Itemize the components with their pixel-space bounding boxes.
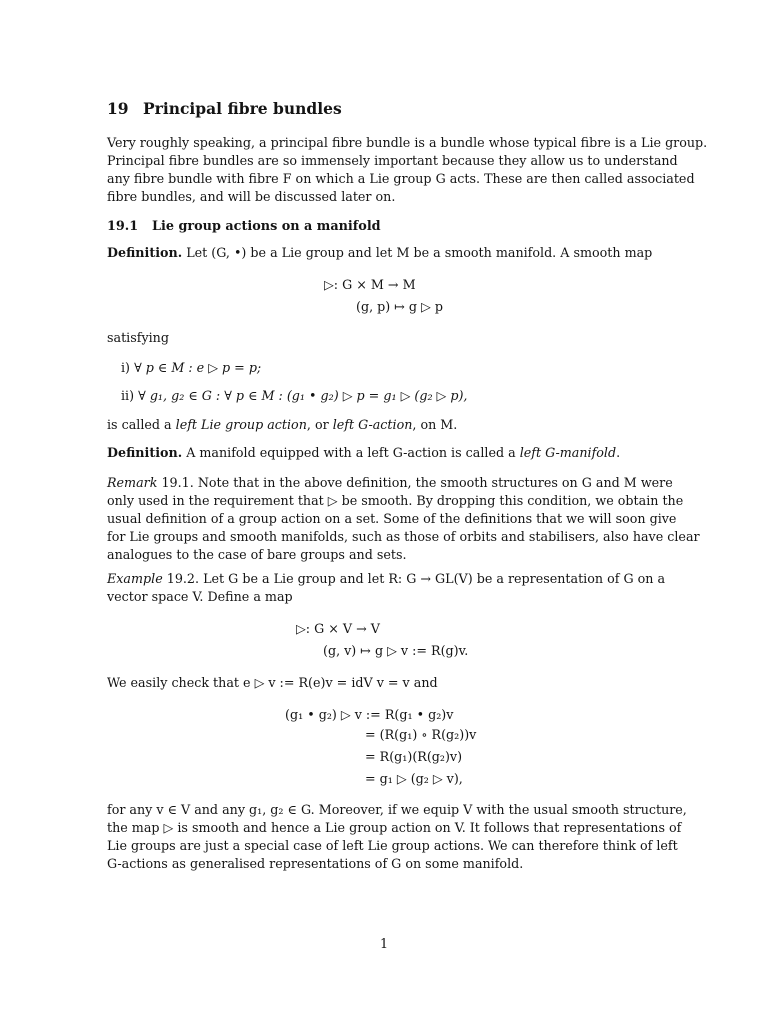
intro-paragraph	[107, 134, 708, 206]
intro-line: any fibre bundle with fibre F on which a Lie group G acts. These are then called associated	[107, 171, 695, 186]
section-heading	[107, 99, 342, 119]
intro-line: Very roughly speaking, a principal fibre bundle is a bundle whose typical fibre is a Lie group.	[107, 135, 708, 150]
section-number: 19	[107, 99, 129, 118]
remark-line: for Lie groups and smooth manifolds, such as those of orbits and stabilisers, also have clear	[107, 529, 700, 544]
derivation-line: = R(g₁)(R(g₂)v)	[365, 749, 463, 764]
page-number: 1	[379, 936, 389, 951]
example-label: Example	[107, 571, 163, 586]
subsection-number: 19.1	[107, 219, 139, 234]
condition-item	[121, 359, 261, 377]
condition-label: ii)	[121, 388, 135, 403]
conclusion-line: the map ▷ is smooth and hence a Lie group action on V. It follows that representations of	[107, 820, 682, 835]
definition-end: .	[616, 445, 621, 460]
subsection-heading	[107, 218, 381, 236]
remark-line: only used in the requirement that ▷ be smooth. By dropping this condition, we obtain the	[107, 493, 684, 508]
example-text: Let G be a Lie group and let R: G → GL(V) be a representation of G on a	[203, 571, 666, 586]
definition-1	[107, 244, 652, 262]
definition-text: A manifold equipped with a left G-action is called a	[186, 445, 520, 460]
definition-label: Definition.	[107, 245, 183, 260]
term-left-g-action: left G-action	[332, 417, 413, 432]
remark-number: 19.1.	[161, 475, 194, 490]
section-title: Principal fibre bundles	[143, 99, 342, 118]
intro-line: fibre bundles, and will be discussed later on.	[107, 189, 396, 204]
called-pre: is called a	[107, 417, 176, 432]
derivation-line: = (R(g₁) ∘ R(g₂))v	[365, 727, 477, 742]
map-signature: ▷: G × M → M	[324, 277, 416, 292]
map-rule-2: (g, v) ↦ g ▷ v := R(g)v.	[323, 643, 469, 658]
remark-line	[107, 474, 673, 492]
conclusion-paragraph	[107, 801, 687, 873]
definition-text: Let (G, •) be a Lie group and let M be a smooth manifold. A smooth map	[186, 245, 653, 260]
remark-text: Note that in the above definition, the smooth structures on G and M were	[197, 475, 673, 490]
called-post: , on M.	[412, 417, 458, 432]
intro-line: Principal fibre bundles are so immensely important because they allow us to understand	[107, 153, 678, 168]
condition-label: i)	[121, 360, 131, 375]
satisfying-text: satisfying	[107, 330, 169, 345]
example-line	[107, 570, 666, 588]
map-signature-2: ▷: G × V → V	[296, 621, 380, 636]
subsection-title: Lie group actions on a manifold	[152, 219, 381, 234]
remark-label: Remark	[107, 475, 158, 490]
example-number: 19.2.	[166, 571, 200, 586]
remark-paragraph	[107, 474, 700, 564]
remark-line: analogues to the case of bare groups and sets.	[107, 547, 407, 562]
action-definition-text	[107, 416, 457, 434]
example-paragraph	[107, 570, 666, 606]
check-text: We easily check that e ▷ v := R(e)v = idV v = v and	[107, 675, 438, 690]
term-left-g-manifold: left G-manifold	[519, 445, 617, 460]
called-mid: , or	[306, 417, 333, 432]
conclusion-line: for any v ∈ V and any g₁, g₂ ∈ G. Moreover, if we equip V with the usual smooth structure,	[107, 802, 687, 817]
remark-line: usual definition of a group action on a set. Some of the definitions that we will soon give	[107, 511, 677, 526]
example-line: vector space V. Define a map	[107, 589, 293, 604]
derivation-line: (g₁ • g₂) ▷ v := R(g₁ • g₂)v	[285, 707, 454, 722]
definition-label: Definition.	[107, 445, 183, 460]
conclusion-line: Lie groups are just a special case of left Lie group actions. We can therefore think of left	[107, 838, 678, 853]
map-rule: (g, p) ↦ g ▷ p	[356, 299, 443, 314]
derivation-line: = g₁ ▷ (g₂ ▷ v),	[365, 771, 463, 786]
condition-text: ∀ p ∈ M : e ▷ p = p;	[134, 360, 262, 375]
definition-2	[107, 444, 620, 462]
term-left-lie-group-action: left Lie group action	[175, 417, 307, 432]
condition-item	[121, 387, 467, 405]
conclusion-line: G-actions as generalised representations of G on some manifold.	[107, 856, 524, 871]
condition-text: ∀ g₁, g₂ ∈ G : ∀ p ∈ M : (g₁ • g₂) ▷ p = g₁ ▷ (g₂ ▷ p),	[138, 388, 468, 403]
